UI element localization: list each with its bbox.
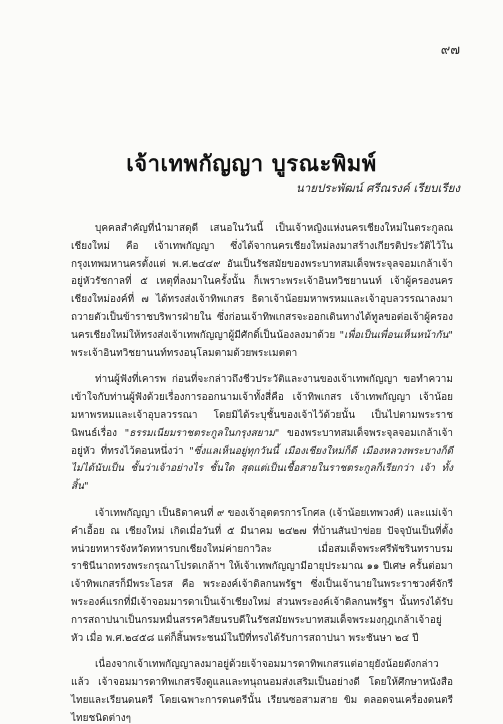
paragraph-1 xyxy=(71,220,453,362)
paragraph-4 xyxy=(71,656,453,724)
paragraph-1-text-end: พระเจ้าอินทวิชยานนท์ทรงอนุโลมตามด้วยพระเมตตา xyxy=(71,347,298,359)
page-number: ๙๗ xyxy=(440,43,460,58)
paragraph-4-text: เนื่องจากเจ้าเทพกัญญาลงมาอยู่ด้วยเจ้าจอมมารดาทิพเกสรแต่อายุยังน้อยดังกล่าวแล้ว เจ้าจอมมารดาทิพเกสรจึงดูแลและทนุถนอมส่งเสริมเป็นอย่างดี โดยให้ศึกษาหนังสือไทยและเรียนดนตรี โดยเฉพาะการดนตรีนั้น เรียนซอสามสาย ขิม ตลอดจนเครื่องดนตรีไทยชนิดต่างๆ xyxy=(71,659,453,724)
paragraph-1-quote: "เพื่อเป็นเพื่อนเห็นหน้ากัน" xyxy=(339,329,453,341)
paragraph-1-text: บุคคลสำคัญที่นำมาสดุดี เสนอในวันนี้ เป็นเจ้าหญิงแห่งนครเชียงใหม่ในตระกูลณเชียงใหม่ คือ เจ้าเทพกัญญา ซึ่งได้จากนครเชียงใหม่ลงมาสร้างเกียรติประวัติไว้ในกรุงเทพมหานครตั้งแต่ พ.ศ.๒๔๔๙ อันเป็นรัชสมัยของพระบาทสมเด็จพระจุลจอมเกล้าเจ้าอยู่หัวรัชกาลที่ ๕ เหตุที่ลงมาในครั้งนั้น ก็เพราะพระเจ้าอินทวิชยานนท์ เจ้าผู้ครองนครเชียงใหม่องค์ที่ ๗ ได้ทรงส่งเจ้าทิพเกสร ธิดาเจ้าน้อยมหาพรหมและเจ้าอุบลวรรณาลงมาถวายตัวเป็นข้าราชบริพารฝ่ายใน ซึ่งก่อนเจ้าทิพเกสรจะออกเดินทางได้ทูลขอต่อเจ้าผู้ครองนครเชียงใหม่ให้ทรงส่งเจ้าเทพกัญญาผู้มีศักดิ์เป็นน้องลงมาด้วย xyxy=(71,223,453,341)
paragraph-2 xyxy=(71,371,453,496)
paragraph-2-book-title: "ธรรมเนียมราชตระกูลในกรุงสยาม" xyxy=(124,427,280,439)
paragraph-3 xyxy=(71,505,453,647)
article-body xyxy=(71,220,453,724)
paragraph-2-text-mid: ของพระบาทสมเด็จพระจุลจอมเกล้าเจ้าอยู่หัว ที่ทรงไว้ตอนหนึ่งว่า xyxy=(71,427,453,457)
paragraph-2-text: ท่านผู้ฟังที่เคารพ ก่อนที่จะกล่าวถึงชีวประวัติและงานของเจ้าเทพกัญญา ขอทำความเข้าใจกับท่านผู้ฟังด้วยเรื่องการออกนามเจ้าทั้งสี่คือ เจ้าทิพเกสร เจ้าเทพกัญญา เจ้าน้อยมหาพรหมและเจ้าอุบลวรรณา โดยมิได้ระบุชั้นของเจ้าไว้ด้วยนั้น เป็นไปตามพระราชนิพนธ์เรื่อง xyxy=(71,374,453,439)
paragraph-2-royal-quote: "ซึ่งแลเห็นอยู่ทุกวันนี้ เมืองเชียงใหม่ก็ดี เมืองหลวงพระบางก็ดี ไม่ได้นับเป็น ชั้นว่าเจ้าอย่างไร ชั้นใด สุดแต่เป็นเชื้อสายในราชตระกูลก็เรียกว่า เจ้า ทั้งสิ้น" xyxy=(71,445,454,493)
paragraph-3-text: เจ้าเทพกัญญา เป็นธิดาคนที่ ๙ ของเจ้าอุตตรการโกศล (เจ้าน้อยเทพวงศ์) และแม่เจ้าคำเอื้อย ณ เชียงใหม่ เกิดเมื่อวันที่ ๕ มีนาคม ๒๔๒๗ ที่บ้านสันป่าข่อย ปัจจุบันเป็นที่ตั้งหน่วยทหารจังหวัดทหารบกเชียงใหม่ค่ายกาวิละ เมื่อสมเด็จพระศรีพัชรินทราบรมราชินีนาถทรงพระกรุณาโปรดเกล้าฯ ให้เจ้าเทพกัญญามีอายุประมาณ ๑๑ ปีเศษ ครั้นต่อมาเจ้าทิพเกสรก็มีพระโอรส คือ พระองค์เจ้าดิลกนพรัฐฯ ซึ่งเป็นเจ้านายในพระราชวงศ์จักรีพระองค์แรกที่มีเจ้าจอมมารดาเป็นเจ้าเชียงใหม่ ส่วนพระองค์เจ้าดิลกนพรัฐฯ นั้นทรงได้รับการสถาปนาเป็นกรมหมื่นสรรควิสัยนรบดีในรัชสมัยพระบาทสมเด็จพระมงกุฎเกล้าเจ้าอยู่หัว เมื่อ พ.ศ.๒๔๕๘ แต่ก็สิ้นพระชนม์ในปีที่ทรงได้รับการสถาปนา พระชันษา ๒๔ ปี xyxy=(71,507,453,644)
article-title: เจ้าเทพกัญญา บูรณะพิมพ์ xyxy=(126,152,377,177)
author-byline: นายประพัฒน์ ศรีณรงค์ เรียบเรียง xyxy=(295,181,460,195)
